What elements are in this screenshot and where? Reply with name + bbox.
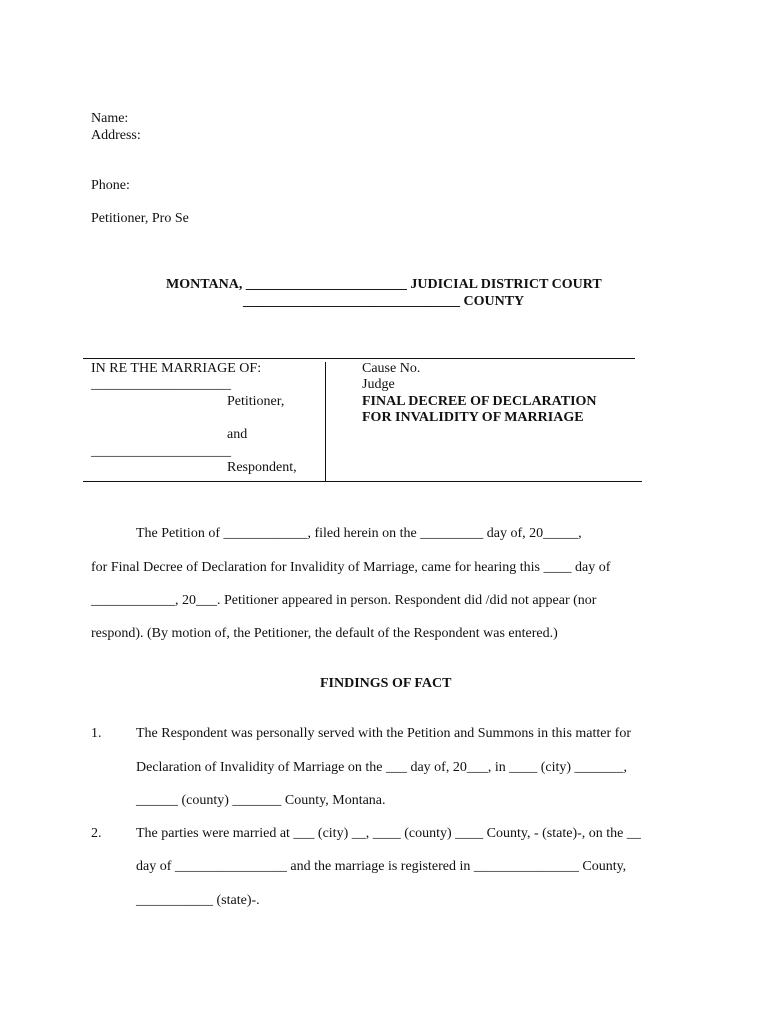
finding-2-line2: day of ________________ and the marriage is registered in _______________ County,	[136, 859, 627, 874]
respondent-name-blank: ____________________	[91, 444, 231, 459]
petitioner-name-blank: ____________________	[91, 377, 231, 392]
finding-2-line3: ___________ (state)-.	[136, 893, 260, 908]
phone-label: Phone:	[91, 178, 130, 193]
court-heading-line1: MONTANA, _______________________ JUDICIAL DISTRICT COURT	[166, 277, 602, 292]
petition-paragraph-line4: respond). (By motion of, the Petitioner, the default of the Respondent was entered.)	[91, 626, 558, 641]
petition-paragraph-line1: The Petition of ____________, filed herein on the _________ day of, 20_____,	[136, 526, 582, 541]
caption-bottom-rule	[83, 481, 642, 482]
in-re-marriage-label: IN RE THE MARRIAGE OF:	[91, 361, 262, 376]
respondent-label: Respondent,	[227, 460, 297, 475]
cause-no-label: Cause No.	[362, 361, 421, 376]
finding-1-line3: ______ (county) _______ County, Montana.	[136, 793, 386, 808]
petition-paragraph-line2: for Final Decree of Declaration for Invalidity of Marriage, came for hearing this ____ day of	[91, 560, 611, 575]
and-label: and	[227, 427, 248, 442]
finding-2-number: 2.	[91, 826, 102, 841]
finding-1-number: 1.	[91, 726, 102, 741]
caption-top-rule	[83, 358, 635, 359]
finding-1-line2: Declaration of Invalidity of Marriage on the ___ day of, 20___, in ____ (city) _______,	[136, 760, 628, 775]
finding-1-line1: The Respondent was personally served with the Petition and Summons in this matter for	[136, 726, 631, 741]
court-heading-county: _______________________________ COUNTY	[243, 294, 525, 309]
petition-paragraph-line3: ____________, 20___. Petitioner appeared in person. Respondent did /did not appear (nor	[91, 593, 597, 608]
finding-2-line1: The parties were married at ___ (city) __, ____ (county) ____ County, - (state)-, on the __	[136, 826, 641, 841]
petitioner-label: Petitioner,	[227, 394, 285, 409]
decree-title-line1: FINAL DECREE OF DECLARATION	[362, 394, 597, 409]
findings-of-fact-heading: FINDINGS OF FACT	[320, 676, 452, 691]
petitioner-pro-se-label: Petitioner, Pro Se	[91, 211, 189, 226]
judge-label: Judge	[362, 377, 395, 392]
address-label: Address:	[91, 128, 141, 143]
decree-title-line2: FOR INVALIDITY OF MARRIAGE	[362, 410, 584, 425]
name-label: Name:	[91, 111, 129, 126]
caption-divider	[325, 362, 326, 481]
